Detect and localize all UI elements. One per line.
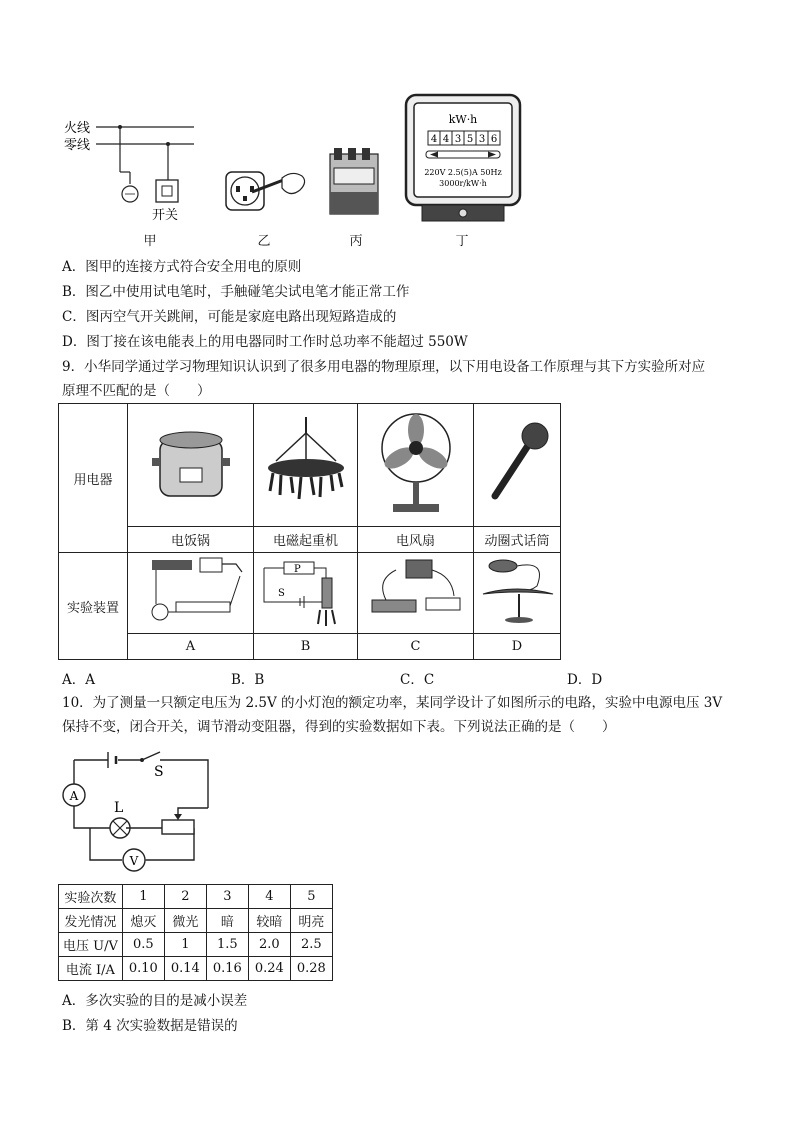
- appliance-name: 电风扇: [358, 527, 474, 553]
- setup-letter: B: [254, 634, 358, 660]
- q9-stem-line1: 9．小华同学通过学习物理知识认识到了很多用电器的物理原理，以下用电设备工作原理与其下方实验所对应: [62, 359, 706, 375]
- meter-digit: 3: [454, 134, 462, 145]
- table-cell: 微光: [164, 909, 206, 933]
- energy-meter-figure: [404, 93, 522, 223]
- row-header-appliance: 用电器: [59, 404, 128, 553]
- q8-option-a: A．图甲的连接方式符合安全用电的原则: [62, 259, 302, 275]
- air-switch-figure: [326, 148, 382, 218]
- meter-spec: 220V 2.5(5)A 50Hz: [424, 168, 502, 177]
- table-cell: 0.24: [248, 957, 290, 981]
- setup-image-b: [254, 553, 358, 634]
- figure-caption-jia: 甲: [143, 234, 157, 249]
- table-cell: 较暗: [248, 909, 290, 933]
- microphone-icon: [477, 418, 557, 508]
- ammeter-label: A: [69, 789, 79, 803]
- socket-test-pen-figure: [222, 168, 312, 218]
- setup-image-c: [358, 553, 474, 634]
- voltmeter-label: V: [129, 854, 139, 868]
- meter-digits: [428, 131, 500, 145]
- table-cell: 3: [206, 885, 248, 909]
- appliance-image-crane: [254, 404, 358, 527]
- meter-digit: 3: [478, 134, 486, 145]
- table-cell: 实验次数: [59, 885, 123, 909]
- table-cell: 0.5: [122, 933, 164, 957]
- live-wire-label: 火线: [64, 121, 91, 136]
- appliance-image-rice-cooker: [128, 404, 254, 527]
- table-row: [59, 909, 333, 933]
- appliance-image-fan: [358, 404, 474, 527]
- table-cell: 暗: [206, 909, 248, 933]
- table-cell: 2: [164, 885, 206, 909]
- setup-image-a: [128, 553, 254, 634]
- table-cell: 1: [164, 933, 206, 957]
- table-cell: 明亮: [290, 909, 332, 933]
- meter-digit: 4: [442, 134, 450, 145]
- switch-s-label: S: [277, 588, 285, 599]
- switch-label: 开关: [152, 208, 179, 223]
- appliance-name: 动圈式话筒: [474, 527, 561, 553]
- setup-d-diagram: [477, 554, 557, 628]
- figure-caption-ding: 丁: [455, 234, 469, 249]
- setup-letter: C: [358, 634, 474, 660]
- setup-a-diagram: [136, 554, 246, 628]
- setup-image-d: [474, 553, 561, 634]
- table-cell: 4: [248, 885, 290, 909]
- table-cell: 1: [122, 885, 164, 909]
- household-circuit-diagram: [62, 112, 202, 232]
- appliance-name: 电饭锅: [128, 527, 254, 553]
- table-cell: 2.0: [248, 933, 290, 957]
- table-cell: 电流 I/A: [59, 957, 123, 981]
- meter-digit: 6: [490, 134, 498, 145]
- q8-option-b: B．图乙中使用试电笔时，手触碰笔尖试电笔才能正常工作: [62, 284, 410, 300]
- setup-c-diagram: [366, 554, 466, 628]
- figure-caption-yi: 乙: [257, 234, 271, 249]
- setup-letter: A: [128, 634, 254, 660]
- row-header-setup: 实验装置: [59, 553, 128, 660]
- q9-stem-line2: 原理不匹配的是（ ）: [62, 383, 211, 399]
- q10-stem-line2: 保持不变，闭合开关，调节滑动变阻器，得到的实验数据如下表。下列说法正确的是（ ）: [62, 719, 616, 735]
- table-cell: 0.16: [206, 957, 248, 981]
- q10-data-table: [58, 884, 333, 981]
- q10-stem-line1: 10．为了测量一只额定电压为 2.5V 的小灯泡的额定功率，某同学设计了如图所示的电路，实验中电源电压 3V: [62, 695, 723, 711]
- q10-option-b: B．第 4 次实验数据是错误的: [62, 1018, 238, 1034]
- table-row: [59, 933, 333, 957]
- table-cell: 熄灭: [122, 909, 164, 933]
- q8-option-c: C．图丙空气开关跳闸，可能是家庭电路出现短路造成的: [62, 309, 397, 325]
- q10-circuit-diagram: [58, 748, 218, 882]
- q9-option-c: C．C: [400, 672, 435, 688]
- meter-digit: 5: [466, 134, 474, 145]
- rheostat-icon: [162, 820, 194, 834]
- rheostat-p-label: P: [293, 564, 301, 575]
- appliance-image-microphone: [474, 404, 561, 527]
- table-cell: 发光情况: [59, 909, 123, 933]
- setup-letter: D: [474, 634, 561, 660]
- meter-unit: kW·h: [448, 113, 478, 126]
- table-cell: 电压 U/V: [59, 933, 123, 957]
- table-cell: 0.14: [164, 957, 206, 981]
- rice-cooker-icon: [146, 418, 236, 508]
- table-cell: 0.10: [122, 957, 164, 981]
- table-cell: 5: [290, 885, 332, 909]
- table-row: [59, 885, 333, 909]
- setup-b-diagram: [256, 554, 356, 628]
- q9-table: [58, 403, 561, 660]
- q9-option-d: D．D: [567, 672, 603, 688]
- switch-s-label: S: [154, 764, 164, 780]
- neutral-wire-label: 零线: [64, 138, 91, 153]
- q9-option-a: A．A: [62, 672, 95, 688]
- table-cell: 0.28: [290, 957, 332, 981]
- electric-fan-icon: [371, 408, 461, 518]
- electromagnetic-crane-icon: [261, 413, 351, 513]
- q10-option-a: A．多次实验的目的是减小误差: [62, 993, 248, 1009]
- lamp-l-label: L: [114, 800, 124, 816]
- table-cell: 1.5: [206, 933, 248, 957]
- table-cell: 2.5: [290, 933, 332, 957]
- figure-caption-bing: 丙: [349, 234, 363, 249]
- appliance-name: 电磁起重机: [254, 527, 358, 553]
- q8-option-d: D．图丁接在该电能表上的用电器同时工作时总功率不能超过 550W: [62, 334, 468, 350]
- meter-rate: 3000r/kW·h: [439, 179, 487, 188]
- table-row: [59, 957, 333, 981]
- q9-option-b: B．B: [231, 672, 265, 688]
- meter-digit: 4: [430, 134, 438, 145]
